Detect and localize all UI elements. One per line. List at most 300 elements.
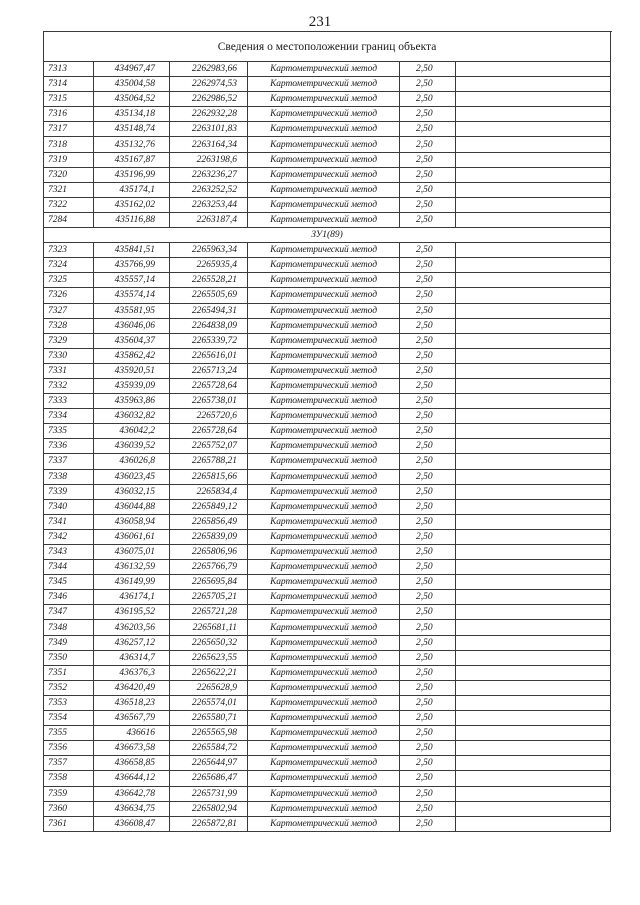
point-number-cell: 7340 [44, 499, 94, 514]
point-number-cell: 7325 [44, 273, 94, 288]
point-number-cell: 7343 [44, 545, 94, 560]
table-row [44, 152, 611, 167]
table-row [44, 605, 611, 620]
description-cell [456, 801, 611, 816]
description-cell [456, 92, 611, 107]
description-cell [456, 409, 611, 424]
point-number-cell: 7338 [44, 469, 94, 484]
table-row [44, 439, 611, 454]
description-cell [456, 545, 611, 560]
coordinate-y-cell: 2265623,55 [170, 650, 248, 665]
method-cell: Картометрический метод [248, 348, 400, 363]
coordinate-y-cell: 2265681,11 [170, 620, 248, 635]
coordinate-y-cell: 2262974,53 [170, 77, 248, 92]
accuracy-cell: 2,50 [400, 529, 456, 544]
accuracy-cell: 2,50 [400, 378, 456, 393]
coordinate-y-cell: 2262932,28 [170, 107, 248, 122]
coordinate-y-cell: 2265839,09 [170, 529, 248, 544]
coordinate-y-cell: 2265731,99 [170, 786, 248, 801]
description-cell [456, 605, 611, 620]
coordinate-x-cell: 436658,85 [94, 756, 170, 771]
coordinate-x-cell: 436644,12 [94, 771, 170, 786]
accuracy-cell: 2,50 [400, 107, 456, 122]
coordinate-y-cell: 2265580,71 [170, 711, 248, 726]
description-cell [456, 665, 611, 680]
coordinate-y-cell: 2263236,27 [170, 167, 248, 182]
accuracy-cell: 2,50 [400, 786, 456, 801]
description-cell [456, 786, 611, 801]
accuracy-cell: 2,50 [400, 545, 456, 560]
table-row [44, 378, 611, 393]
description-cell [456, 635, 611, 650]
coordinate-x-cell: 436257,12 [94, 635, 170, 650]
accuracy-cell: 2,50 [400, 77, 456, 92]
accuracy-cell: 2,50 [400, 680, 456, 695]
accuracy-cell: 2,50 [400, 560, 456, 575]
point-number-cell: 7317 [44, 122, 94, 137]
coordinate-y-cell: 2265650,32 [170, 635, 248, 650]
table-row [44, 665, 611, 680]
coordinate-x-cell: 435939,09 [94, 378, 170, 393]
description-cell [456, 363, 611, 378]
accuracy-cell: 2,50 [400, 409, 456, 424]
table-row [44, 212, 611, 227]
point-number-cell: 7352 [44, 680, 94, 695]
method-cell: Картометрический метод [248, 62, 400, 77]
method-cell: Картометрический метод [248, 786, 400, 801]
description-cell [456, 424, 611, 439]
description-cell [456, 197, 611, 212]
coordinate-x-cell: 436608,47 [94, 816, 170, 831]
point-number-cell: 7341 [44, 514, 94, 529]
description-cell [456, 243, 611, 258]
table-row [44, 756, 611, 771]
description-cell [456, 650, 611, 665]
description-cell [456, 212, 611, 227]
table-row [44, 394, 611, 409]
accuracy-cell: 2,50 [400, 62, 456, 77]
table-row [44, 711, 611, 726]
method-cell: Картометрический метод [248, 92, 400, 107]
description-cell [456, 484, 611, 499]
coordinate-y-cell: 2262986,52 [170, 92, 248, 107]
coordinate-x-cell: 436567,79 [94, 711, 170, 726]
table-row [44, 514, 611, 529]
coordinate-y-cell: 2265963,34 [170, 243, 248, 258]
point-number-cell: 7361 [44, 816, 94, 831]
point-number-cell: 7335 [44, 424, 94, 439]
coordinate-y-cell: 2265849,12 [170, 499, 248, 514]
table-row [44, 363, 611, 378]
coordinate-x-cell: 436026,8 [94, 454, 170, 469]
table-row [44, 680, 611, 695]
coordinate-y-cell: 2263101,83 [170, 122, 248, 137]
coordinate-y-cell: 2265584,72 [170, 741, 248, 756]
accuracy-cell: 2,50 [400, 605, 456, 620]
method-cell: Картометрический метод [248, 499, 400, 514]
point-number-cell: 7316 [44, 107, 94, 122]
coordinate-y-cell: 2265815,66 [170, 469, 248, 484]
accuracy-cell: 2,50 [400, 575, 456, 590]
point-number-cell: 7318 [44, 137, 94, 152]
coordinate-y-cell: 2263187,4 [170, 212, 248, 227]
method-cell: Картометрический метод [248, 514, 400, 529]
coordinate-x-cell: 435116,88 [94, 212, 170, 227]
coordinate-x-cell: 436132,59 [94, 560, 170, 575]
accuracy-cell: 2,50 [400, 454, 456, 469]
coordinate-y-cell: 2264838,09 [170, 318, 248, 333]
point-number-cell: 7360 [44, 801, 94, 816]
point-number-cell: 7315 [44, 92, 94, 107]
description-cell [456, 726, 611, 741]
description-cell [456, 258, 611, 273]
method-cell: Картометрический метод [248, 167, 400, 182]
accuracy-cell: 2,50 [400, 741, 456, 756]
coordinate-y-cell: 2265628,9 [170, 680, 248, 695]
coordinate-y-cell: 2265574,01 [170, 695, 248, 710]
table-row [44, 258, 611, 273]
coordinate-y-cell: 2265565,98 [170, 726, 248, 741]
table-row [44, 122, 611, 137]
coordinate-y-cell: 2265802,94 [170, 801, 248, 816]
table-row [44, 529, 611, 544]
method-cell: Картометрический метод [248, 529, 400, 544]
method-cell: Картометрический метод [248, 394, 400, 409]
accuracy-cell: 2,50 [400, 197, 456, 212]
point-number-cell: 7342 [44, 529, 94, 544]
method-cell: Картометрический метод [248, 801, 400, 816]
coordinate-x-cell: 435920,51 [94, 363, 170, 378]
table-row [44, 786, 611, 801]
point-number-cell: 7333 [44, 394, 94, 409]
coordinate-y-cell: 2265622,21 [170, 665, 248, 680]
description-cell [456, 454, 611, 469]
coordinate-x-cell: 436314,7 [94, 650, 170, 665]
accuracy-cell: 2,50 [400, 484, 456, 499]
method-cell: Картометрический метод [248, 409, 400, 424]
coordinate-y-cell: 2265935,4 [170, 258, 248, 273]
method-cell: Картометрический метод [248, 107, 400, 122]
accuracy-cell: 2,50 [400, 726, 456, 741]
coordinate-x-cell: 435004,58 [94, 77, 170, 92]
table-row [44, 333, 611, 348]
method-cell: Картометрический метод [248, 318, 400, 333]
accuracy-cell: 2,50 [400, 318, 456, 333]
point-number-cell: 7345 [44, 575, 94, 590]
page-number: 231 [308, 14, 332, 30]
table-row [44, 424, 611, 439]
method-cell: Картометрический метод [248, 424, 400, 439]
method-cell: Картометрический метод [248, 303, 400, 318]
coordinate-y-cell: 2265721,28 [170, 605, 248, 620]
group-label: ЗУ1(89) [44, 228, 611, 243]
accuracy-cell: 2,50 [400, 801, 456, 816]
coordinate-x-cell: 434967,47 [94, 62, 170, 77]
coordinate-x-cell: 435581,95 [94, 303, 170, 318]
accuracy-cell: 2,50 [400, 620, 456, 635]
method-cell: Картометрический метод [248, 635, 400, 650]
method-cell: Картометрический метод [248, 197, 400, 212]
table-row [44, 77, 611, 92]
table-row [44, 575, 611, 590]
accuracy-cell: 2,50 [400, 273, 456, 288]
accuracy-cell: 2,50 [400, 590, 456, 605]
group-header-row [44, 228, 611, 243]
coordinate-y-cell: 2263253,44 [170, 197, 248, 212]
description-cell [456, 771, 611, 786]
method-cell: Картометрический метод [248, 590, 400, 605]
table-row [44, 816, 611, 831]
method-cell: Картометрический метод [248, 680, 400, 695]
accuracy-cell: 2,50 [400, 711, 456, 726]
coordinate-y-cell: 2263252,52 [170, 182, 248, 197]
coordinate-x-cell: 436420,49 [94, 680, 170, 695]
coordinate-x-cell: 436174,1 [94, 590, 170, 605]
accuracy-cell: 2,50 [400, 499, 456, 514]
accuracy-cell: 2,50 [400, 514, 456, 529]
coordinate-y-cell: 2265505,69 [170, 288, 248, 303]
coordinate-x-cell: 435604,37 [94, 333, 170, 348]
point-number-cell: 7351 [44, 665, 94, 680]
point-number-cell: 7323 [44, 243, 94, 258]
coordinate-y-cell: 2265339,72 [170, 333, 248, 348]
table-row [44, 560, 611, 575]
description-cell [456, 333, 611, 348]
accuracy-cell: 2,50 [400, 333, 456, 348]
coordinate-x-cell: 435196,99 [94, 167, 170, 182]
coordinate-x-cell: 436044,88 [94, 499, 170, 514]
method-cell: Картометрический метод [248, 288, 400, 303]
point-number-cell: 7359 [44, 786, 94, 801]
description-cell [456, 499, 611, 514]
table-row [44, 288, 611, 303]
point-number-cell: 7324 [44, 258, 94, 273]
coordinate-x-cell: 436042,2 [94, 424, 170, 439]
method-cell: Картометрический метод [248, 152, 400, 167]
accuracy-cell: 2,50 [400, 424, 456, 439]
coordinate-x-cell: 436642,78 [94, 786, 170, 801]
method-cell: Картометрический метод [248, 122, 400, 137]
coordinate-y-cell: 2265806,96 [170, 545, 248, 560]
point-number-cell: 7331 [44, 363, 94, 378]
coordinate-x-cell: 436376,3 [94, 665, 170, 680]
point-number-cell: 7334 [44, 409, 94, 424]
method-cell: Картометрический метод [248, 650, 400, 665]
method-cell: Картометрический метод [248, 560, 400, 575]
coordinate-x-cell: 435862,42 [94, 348, 170, 363]
coordinate-y-cell: 2265856,49 [170, 514, 248, 529]
point-number-cell: 7327 [44, 303, 94, 318]
description-cell [456, 318, 611, 333]
method-cell: Картометрический метод [248, 771, 400, 786]
point-number-cell: 7344 [44, 560, 94, 575]
accuracy-cell: 2,50 [400, 816, 456, 831]
description-cell [456, 439, 611, 454]
coordinate-x-cell: 435963,86 [94, 394, 170, 409]
coordinate-x-cell: 436032,15 [94, 484, 170, 499]
method-cell: Картометрический метод [248, 378, 400, 393]
table-row [44, 469, 611, 484]
table-row [44, 620, 611, 635]
coordinate-x-cell: 436032,82 [94, 409, 170, 424]
coordinate-y-cell: 2265738,01 [170, 394, 248, 409]
method-cell: Картометрический метод [248, 620, 400, 635]
coordinate-x-cell: 436518,23 [94, 695, 170, 710]
table-row [44, 197, 611, 212]
point-number-cell: 7326 [44, 288, 94, 303]
coordinate-x-cell: 435174,1 [94, 182, 170, 197]
point-number-cell: 7322 [44, 197, 94, 212]
coordinate-x-cell: 435167,87 [94, 152, 170, 167]
coordinate-y-cell: 2265766,79 [170, 560, 248, 575]
description-cell [456, 122, 611, 137]
table-row [44, 545, 611, 560]
accuracy-cell: 2,50 [400, 303, 456, 318]
coordinate-x-cell: 436023,45 [94, 469, 170, 484]
accuracy-cell: 2,50 [400, 394, 456, 409]
boundary-coordinates-table [43, 31, 611, 832]
coordinate-x-cell: 436046,06 [94, 318, 170, 333]
method-cell: Картометрический метод [248, 258, 400, 273]
point-number-cell: 7346 [44, 590, 94, 605]
coordinate-x-cell: 436673,58 [94, 741, 170, 756]
description-cell [456, 680, 611, 695]
table-row [44, 182, 611, 197]
point-number-cell: 7347 [44, 605, 94, 620]
description-cell [456, 182, 611, 197]
accuracy-cell: 2,50 [400, 243, 456, 258]
point-number-cell: 7356 [44, 741, 94, 756]
point-number-cell: 7320 [44, 167, 94, 182]
method-cell: Картометрический метод [248, 605, 400, 620]
coordinate-x-cell: 435148,74 [94, 122, 170, 137]
method-cell: Картометрический метод [248, 212, 400, 227]
accuracy-cell: 2,50 [400, 212, 456, 227]
table-row [44, 318, 611, 333]
accuracy-cell: 2,50 [400, 122, 456, 137]
table-row [44, 484, 611, 499]
coordinate-x-cell: 435557,14 [94, 273, 170, 288]
description-cell [456, 711, 611, 726]
description-cell [456, 137, 611, 152]
coordinate-x-cell: 436634,75 [94, 801, 170, 816]
table-row [44, 695, 611, 710]
point-number-cell: 7321 [44, 182, 94, 197]
table-row [44, 167, 611, 182]
method-cell: Картометрический метод [248, 711, 400, 726]
method-cell: Картометрический метод [248, 273, 400, 288]
method-cell: Картометрический метод [248, 454, 400, 469]
description-cell [456, 62, 611, 77]
table-caption-row [44, 32, 611, 62]
description-cell [456, 273, 611, 288]
coordinate-x-cell: 436061,61 [94, 529, 170, 544]
table-row [44, 650, 611, 665]
table-row [44, 499, 611, 514]
coordinate-y-cell: 2265872,81 [170, 816, 248, 831]
accuracy-cell: 2,50 [400, 771, 456, 786]
accuracy-cell: 2,50 [400, 92, 456, 107]
accuracy-cell: 2,50 [400, 756, 456, 771]
table-row [44, 243, 611, 258]
coordinate-y-cell: 2265728,64 [170, 424, 248, 439]
point-number-cell: 7313 [44, 62, 94, 77]
table-row [44, 454, 611, 469]
description-cell [456, 514, 611, 529]
description-cell [456, 816, 611, 831]
description-cell [456, 167, 611, 182]
method-cell: Картометрический метод [248, 741, 400, 756]
description-cell [456, 756, 611, 771]
accuracy-cell: 2,50 [400, 288, 456, 303]
point-number-cell: 7328 [44, 318, 94, 333]
method-cell: Картометрический метод [248, 182, 400, 197]
table-caption: Сведения о местоположении границ объекта [44, 32, 611, 62]
coordinate-x-cell: 436616 [94, 726, 170, 741]
description-cell [456, 620, 611, 635]
method-cell: Картометрический метод [248, 333, 400, 348]
description-cell [456, 560, 611, 575]
description-cell [456, 77, 611, 92]
point-number-cell: 7354 [44, 711, 94, 726]
table-row [44, 303, 611, 318]
table-row [44, 62, 611, 77]
point-number-cell: 7353 [44, 695, 94, 710]
table-row [44, 801, 611, 816]
table-row [44, 107, 611, 122]
table-row [44, 92, 611, 107]
coordinate-y-cell: 2263198,6 [170, 152, 248, 167]
coordinate-x-cell: 435134,18 [94, 107, 170, 122]
table-row [44, 741, 611, 756]
table-row [44, 590, 611, 605]
coordinate-y-cell: 2265752,07 [170, 439, 248, 454]
accuracy-cell: 2,50 [400, 152, 456, 167]
coordinate-x-cell: 436039,52 [94, 439, 170, 454]
point-number-cell: 7336 [44, 439, 94, 454]
coordinate-x-cell: 435841,51 [94, 243, 170, 258]
point-number-cell: 7355 [44, 726, 94, 741]
coordinate-y-cell: 2265705,21 [170, 590, 248, 605]
method-cell: Картометрический метод [248, 439, 400, 454]
table-row [44, 635, 611, 650]
coordinate-y-cell: 2263164,34 [170, 137, 248, 152]
coordinate-y-cell: 2265695,84 [170, 575, 248, 590]
method-cell: Картометрический метод [248, 484, 400, 499]
method-cell: Картометрический метод [248, 665, 400, 680]
point-number-cell: 7332 [44, 378, 94, 393]
description-cell [456, 529, 611, 544]
description-cell [456, 378, 611, 393]
accuracy-cell: 2,50 [400, 258, 456, 273]
point-number-cell: 7357 [44, 756, 94, 771]
coordinate-y-cell: 2265713,24 [170, 363, 248, 378]
table-row [44, 137, 611, 152]
point-number-cell: 7329 [44, 333, 94, 348]
method-cell: Картометрический метод [248, 363, 400, 378]
method-cell: Картометрический метод [248, 77, 400, 92]
description-cell [456, 152, 611, 167]
point-number-cell: 7330 [44, 348, 94, 363]
point-number-cell: 7337 [44, 454, 94, 469]
coordinate-x-cell: 436058,94 [94, 514, 170, 529]
method-cell: Картометрический метод [248, 469, 400, 484]
method-cell: Картометрический метод [248, 756, 400, 771]
description-cell [456, 469, 611, 484]
coordinate-y-cell: 2265686,47 [170, 771, 248, 786]
accuracy-cell: 2,50 [400, 348, 456, 363]
method-cell: Картометрический метод [248, 137, 400, 152]
